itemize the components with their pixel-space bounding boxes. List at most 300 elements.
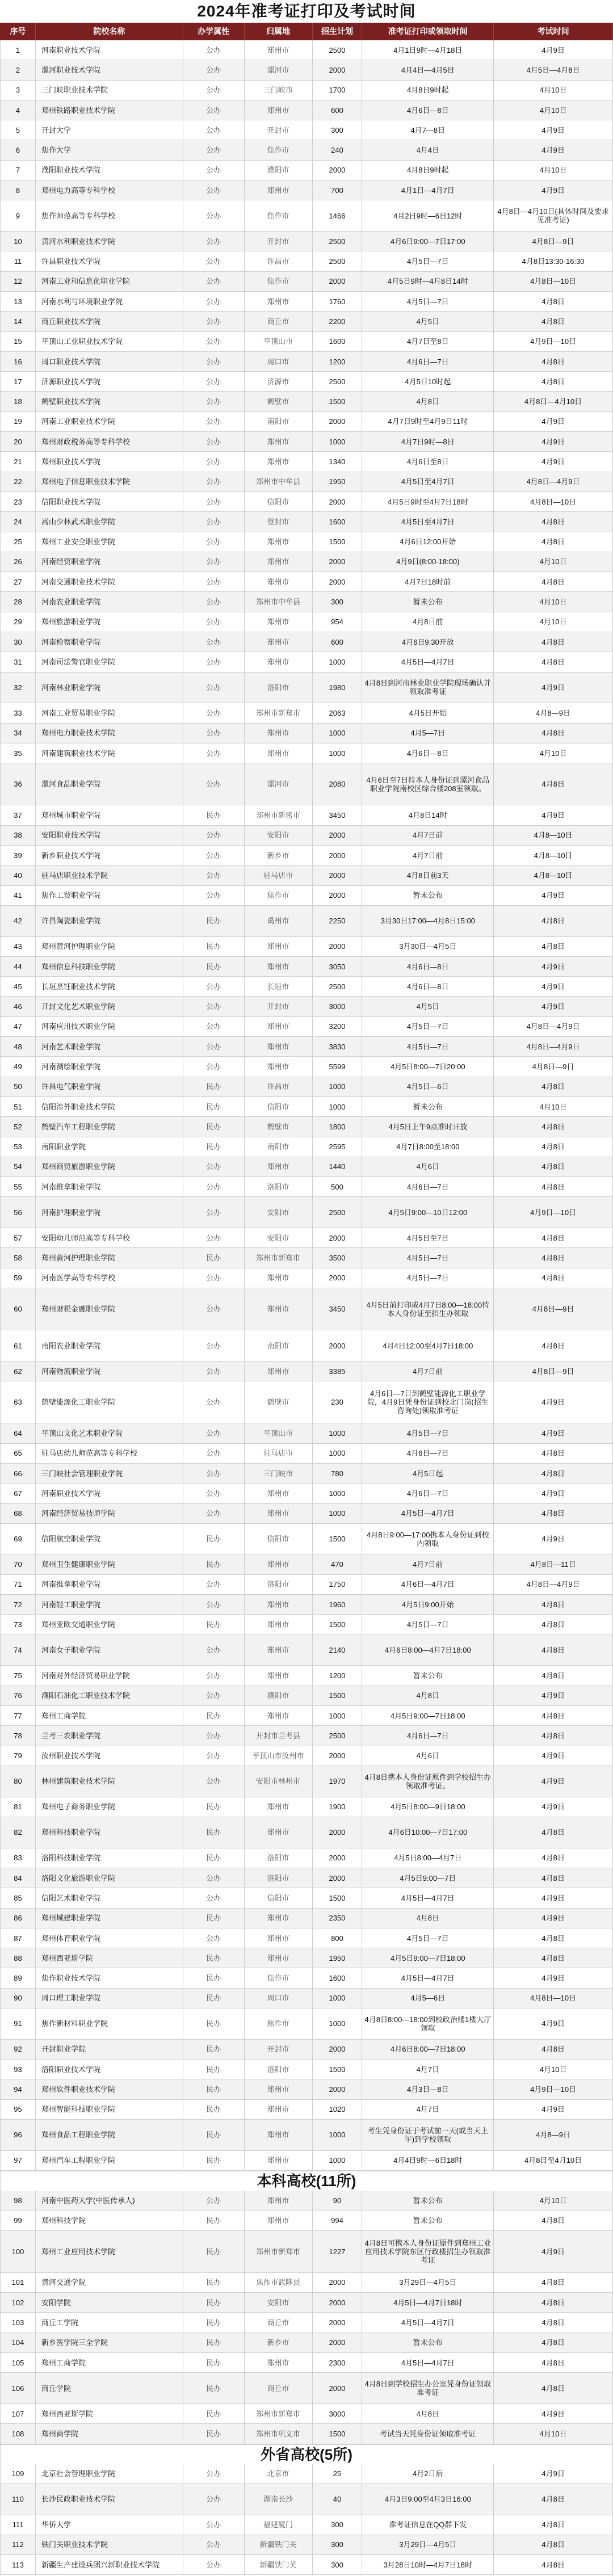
cell-exam-time: 4月8日 [494, 512, 613, 531]
cell-exam-time: 4月8日 [494, 292, 613, 311]
cell-no: 89 [1, 1968, 36, 1987]
cell-type: 公办 [183, 1017, 245, 1036]
cell-school: 焦作职业技术学院 [36, 1968, 183, 1987]
cell-exam-time: 4月8日—10日 [494, 1989, 613, 2008]
cell-type: 民办 [183, 2293, 245, 2312]
cell-school: 周口理工职业学院 [36, 1989, 183, 2008]
table-row [0, 1228, 613, 1248]
cell-type: 公办 [183, 352, 245, 371]
cell-location: 郑州市 [245, 1666, 313, 1685]
cell-plan: 470 [313, 1555, 363, 1574]
table-row [0, 805, 613, 825]
cell-location: 郑州市 [245, 2151, 313, 2170]
cell-plan: 2000 [313, 1817, 363, 1848]
table-row [0, 552, 613, 572]
cell-type: 民办 [183, 2040, 245, 2059]
cell-plan: 1000 [313, 1989, 363, 2008]
cell-school: 新乡职业技术学院 [36, 846, 183, 865]
cell-location: 登封市 [245, 512, 313, 531]
cell-no: 9 [1, 200, 36, 231]
cell-location: 漯河市 [245, 60, 313, 79]
cell-exam-time: 4月9日 [494, 1423, 613, 1443]
cell-exam-time: 4月8日 [494, 1117, 613, 1136]
cell-print-time: 4月6日8:00—4月7日18:00 [362, 1635, 494, 1666]
cell-no: 6 [1, 140, 36, 159]
cell-school: 华侨大学 [36, 2515, 183, 2535]
cell-no: 80 [1, 1766, 36, 1797]
cell-school: 濮阳职业技术学院 [36, 161, 183, 180]
cell-plan: 2300 [313, 2353, 363, 2372]
cell-type: 民办 [183, 2333, 245, 2352]
cell-no: 65 [1, 1444, 36, 1463]
cell-no: 67 [1, 1484, 36, 1503]
table-row [0, 232, 613, 251]
cell-location: 郑州市 [245, 1595, 313, 1614]
cell-exam-time: 4月9日—10日 [494, 332, 613, 351]
cell-plan: 1340 [313, 452, 363, 471]
cell-school: 河南艺术职业学院 [36, 1037, 183, 1056]
cell-plan: 1020 [313, 2100, 363, 2119]
cell-plan: 2000 [313, 1228, 363, 1247]
cell-print-time: 4月5日8:00—7日20:00 [362, 1057, 494, 1076]
cell-type: 公办 [183, 532, 245, 552]
table-row [0, 2313, 613, 2333]
cell-plan: 3200 [313, 1017, 363, 1036]
cell-exam-time: 4月8日 [494, 763, 613, 805]
cell-type: 公办 [183, 1635, 245, 1666]
cell-exam-time: 4月9日 [494, 1766, 613, 1797]
cell-no: 3 [1, 81, 36, 100]
cell-location: 鹤壁市 [245, 1117, 313, 1136]
cell-location: 郑州市巩义市 [245, 2424, 313, 2443]
cell-print-time: 4月6日至8日 [362, 452, 494, 471]
cell-exam-time: 4月8—10日 [494, 865, 613, 885]
cell-print-time: 4月5日9:00—10日12:00 [362, 1197, 494, 1228]
cell-print-time: 4月5日9时—4月8日14时 [362, 272, 494, 291]
cell-type: 民办 [183, 2273, 245, 2292]
cell-no: 106 [1, 2373, 36, 2403]
cell-type: 公办 [183, 1037, 245, 1056]
table-row [0, 1361, 613, 1381]
cell-print-time: 4月6日至7日持本人身份证到漯河食品职业学院南校区综合楼208室领取。 [362, 763, 494, 805]
table-row [0, 1989, 613, 2008]
cell-school: 河南医学高等专科学校 [36, 1268, 183, 1288]
table-row [0, 161, 613, 180]
cell-exam-time: 4月8日 [494, 652, 613, 671]
table-row [0, 1017, 613, 1037]
cell-no: 56 [1, 1197, 36, 1228]
cell-plan: 800 [313, 1928, 363, 1948]
cell-print-time: 4月5日—4月7日 [362, 1504, 494, 1523]
cell-type: 民办 [183, 1248, 245, 1267]
cell-school: 河南轻工职业学院 [36, 1595, 183, 1614]
cell-exam-time: 4月9日 [494, 1686, 613, 1705]
cell-print-time: 4月7日前 [362, 1555, 494, 1574]
cell-plan: 300 [313, 592, 363, 611]
cell-no: 58 [1, 1248, 36, 1267]
cell-plan: 2500 [313, 977, 363, 996]
cell-school: 河南工业职业技术学院 [36, 412, 183, 431]
cell-plan: 230 [313, 1381, 363, 1423]
cell-location: 郑州市 [245, 1504, 313, 1523]
cell-exam-time: 4月8日 [494, 2373, 613, 2403]
cell-no: 96 [1, 2120, 36, 2150]
cell-school: 郑州软件职业技术学院 [36, 2079, 183, 2099]
cell-school: 郑州旅游职业学院 [36, 612, 183, 632]
cell-no: 78 [1, 1726, 36, 1745]
cell-location: 新疆铁门关 [245, 2535, 313, 2554]
cell-no: 29 [1, 612, 36, 632]
cell-school: 郑州科技学院 [36, 2211, 183, 2230]
table-row [0, 372, 613, 392]
cell-type: 民办 [183, 2404, 245, 2423]
cell-location: 郑州市 [245, 432, 313, 451]
table-row [0, 1909, 613, 1928]
cell-plan: 2000 [313, 1868, 363, 1888]
cell-exam-time: 4月8日—10日 [494, 492, 613, 511]
cell-location: 济源市 [245, 372, 313, 391]
cell-type: 民办 [183, 1097, 245, 1116]
cell-type: 公办 [183, 512, 245, 531]
table-row [0, 452, 613, 472]
cell-location: 安阳市 [245, 1228, 313, 1247]
cell-exam-time: 4月10日 [494, 552, 613, 571]
cell-exam-time: 4月8日 [494, 2211, 613, 2230]
cell-no: 19 [1, 412, 36, 431]
cell-exam-time: 4月9日 [494, 1381, 613, 1423]
table-row [0, 2231, 613, 2273]
cell-plan: 300 [313, 2515, 363, 2535]
cell-type: 公办 [183, 2464, 245, 2483]
cell-location: 洛阳市 [245, 1868, 313, 1888]
cell-location: 郑州市 [245, 612, 313, 632]
cell-print-time: 4月8日 [362, 392, 494, 411]
cell-exam-time: 4月8日 [494, 1666, 613, 1685]
table-row [0, 432, 613, 452]
cell-location: 郑州市 [245, 1057, 313, 1076]
cell-print-time: 4月1日—4月7日 [362, 180, 494, 200]
cell-location: 新乡市 [245, 846, 313, 865]
cell-print-time: 4月6日—7日 [362, 1177, 494, 1196]
cell-exam-time: 4月8日 [494, 2273, 613, 2292]
cell-type: 公办 [183, 1177, 245, 1196]
table-row [0, 906, 613, 937]
cell-school: 许昌电气职业学院 [36, 1077, 183, 1096]
cell-print-time: 4月7日前 [362, 826, 494, 845]
cell-exam-time: 4月5日—4月8日 [494, 60, 613, 79]
cell-no: 49 [1, 1057, 36, 1076]
cell-plan: 1000 [313, 1706, 363, 1725]
cell-plan: 3000 [313, 2404, 363, 2423]
cell-location: 安阳市林州市 [245, 1766, 313, 1797]
header-type: 办学属性 [183, 23, 245, 40]
cell-no: 93 [1, 2060, 36, 2079]
cell-no: 73 [1, 1615, 36, 1634]
cell-plan: 1800 [313, 1117, 363, 1136]
cell-location: 新乡市 [245, 2333, 313, 2352]
cell-type: 民办 [183, 2353, 245, 2372]
cell-location: 郑州市新郑市 [245, 2404, 313, 2423]
cell-exam-time: 4月8日—4月9日 [494, 472, 613, 491]
cell-school: 商丘学院 [36, 2373, 183, 2403]
cell-type: 民办 [183, 2151, 245, 2170]
cell-type: 公办 [183, 1726, 245, 1745]
cell-type: 公办 [183, 140, 245, 159]
cell-location: 安阳市 [245, 1197, 313, 1228]
cell-print-time: 4月8日 [362, 1686, 494, 1705]
cell-plan: 1970 [313, 1766, 363, 1797]
cell-location: 焦作市 [245, 140, 313, 159]
cell-exam-time: 4月9日—10日 [494, 1197, 613, 1228]
cell-print-time: 考生凭身份证于考试前一天(或当天上午)到学校领取 [362, 2120, 494, 2150]
table-row [0, 2535, 613, 2555]
header-school: 院校名称 [36, 23, 183, 40]
cell-school: 信阳职业技术学院 [36, 492, 183, 511]
cell-type: 公办 [183, 1464, 245, 1483]
cell-exam-time: 4月9日 [494, 1746, 613, 1766]
cell-type: 公办 [183, 2515, 245, 2535]
cell-plan: 1000 [313, 1484, 363, 1503]
table-row [0, 1686, 613, 1706]
cell-plan: 1900 [313, 1797, 363, 1817]
cell-plan: 2000 [313, 846, 363, 865]
cell-print-time: 4月5日9:00开始 [362, 1595, 494, 1614]
table-row [0, 1948, 613, 1968]
cell-no: 104 [1, 2333, 36, 2352]
cell-type: 民办 [183, 1706, 245, 1725]
cell-location: 焦作市 [245, 2008, 313, 2039]
cell-exam-time: 4月8日 [494, 312, 613, 331]
table-row [0, 1423, 613, 1443]
cell-type: 公办 [183, 977, 245, 996]
cell-school: 开封职业学院 [36, 2040, 183, 2059]
cell-print-time: 考试当天凭身份证领取准考证 [362, 2424, 494, 2443]
cell-type: 公办 [183, 2484, 245, 2515]
cell-print-time: 4月8日可携本人身份证原件到郑州工业应用技术学院东区行政楼招生办领取准考证 [362, 2231, 494, 2272]
cell-exam-time: 4月9日 [494, 1524, 613, 1554]
header-no: 序号 [1, 23, 36, 40]
cell-exam-time: 4月9日 [494, 180, 613, 200]
cell-no: 108 [1, 2424, 36, 2443]
cell-plan: 1600 [313, 512, 363, 531]
cell-plan: 300 [313, 2535, 363, 2554]
cell-location: 郑州市 [245, 652, 313, 671]
cell-exam-time: 4月8日 [494, 1157, 613, 1176]
cell-plan: 2000 [313, 552, 363, 571]
cell-location: 安阳市 [245, 826, 313, 845]
cell-type: 公办 [183, 846, 245, 865]
cell-school: 洛阳文化旅游职业学院 [36, 1868, 183, 1888]
cell-exam-time: 4月10日 [494, 2060, 613, 2079]
cell-print-time: 4月5日10时起 [362, 372, 494, 391]
table-row [0, 2353, 613, 2373]
cell-print-time: 4月5日—4月7日 [362, 2313, 494, 2332]
table-row [0, 1797, 613, 1817]
cell-school: 黄河交通学院 [36, 2273, 183, 2292]
table-row [0, 1197, 613, 1228]
cell-location: 郑州市 [245, 572, 313, 591]
cell-print-time: 4月6日—8日 [362, 743, 494, 763]
cell-no: 75 [1, 1666, 36, 1685]
cell-no: 46 [1, 997, 36, 1016]
cell-print-time: 4月6日—7日 [362, 1484, 494, 1503]
cell-plan: 1750 [313, 1575, 363, 1594]
cell-print-time: 4月5日起 [362, 1464, 494, 1483]
table-row [0, 1117, 613, 1137]
cell-plan: 2200 [313, 312, 363, 331]
cell-exam-time: 4月8日 [494, 372, 613, 391]
cell-print-time: 4月7日前 [362, 1361, 494, 1381]
cell-type: 民办 [183, 1909, 245, 1928]
cell-no: 94 [1, 2079, 36, 2099]
cell-school: 郑州电子信息职业技术学院 [36, 472, 183, 491]
cell-no: 41 [1, 886, 36, 905]
table-row [0, 592, 613, 612]
cell-location: 福建厦门 [245, 2515, 313, 2535]
cell-school: 漯河职业技术学院 [36, 60, 183, 79]
cell-no: 14 [1, 312, 36, 331]
cell-location: 郑州市 [245, 743, 313, 763]
cell-school: 郑州工业安全职业学院 [36, 532, 183, 552]
cell-exam-time: 4月10日 [494, 100, 613, 120]
cell-print-time: 4月4日—4月5日 [362, 60, 494, 79]
table-row [0, 2100, 613, 2120]
cell-school: 许昌职业技术学院 [36, 251, 183, 271]
cell-location: 平顶山市汝州市 [245, 1746, 313, 1766]
cell-no: 17 [1, 372, 36, 391]
table-row [0, 81, 613, 100]
cell-school: 河南职业技术学院 [36, 40, 183, 60]
cell-exam-time: 4月9日 [494, 120, 613, 140]
cell-type: 公办 [183, 1157, 245, 1176]
cell-location: 洛阳市 [245, 2060, 313, 2079]
cell-no: 74 [1, 1635, 36, 1666]
cell-plan: 1000 [313, 2120, 363, 2150]
table-row [0, 1595, 613, 1615]
table-row [0, 2151, 613, 2171]
table-row [0, 743, 613, 763]
cell-location: 驻马店市 [245, 865, 313, 885]
cell-location: 三门峡市 [245, 1464, 313, 1483]
table-row [0, 572, 613, 592]
cell-plan: 1500 [313, 2060, 363, 2079]
cell-location: 郑州市 [245, 1948, 313, 1968]
cell-no: 68 [1, 1504, 36, 1523]
cell-plan: 3385 [313, 1361, 363, 1381]
cell-print-time: 4月5日—7日 [362, 1928, 494, 1948]
table-row [0, 1848, 613, 1868]
cell-school: 周口职业技术学院 [36, 352, 183, 371]
cell-location: 郑州市 [245, 292, 313, 311]
cell-location: 郑州市中牟县 [245, 472, 313, 491]
cell-school: 开封文化艺术职业学院 [36, 997, 183, 1016]
cell-school: 安阳幼儿师范高等专科学校 [36, 1228, 183, 1247]
header-location: 归属地 [245, 23, 313, 40]
cell-plan: 3450 [313, 805, 363, 825]
cell-school: 郑州科技职业学院 [36, 1817, 183, 1848]
cell-exam-time: 4月8日 [494, 2040, 613, 2059]
cell-school: 平顶山文化艺术职业学院 [36, 1423, 183, 1443]
cell-exam-time: 4月8日 [494, 1848, 613, 1868]
cell-no: 5 [1, 120, 36, 140]
cell-print-time: 暂未公布 [362, 2191, 494, 2210]
cell-exam-time: 4月8日—4月9日 [494, 1575, 613, 1594]
cell-no: 61 [1, 1330, 36, 1361]
cell-print-time: 4月5日—7日 [362, 292, 494, 311]
cell-exam-time: 4月9日 [494, 40, 613, 60]
cell-print-time: 4月6日—4月7日 [362, 1575, 494, 1594]
cell-no: 103 [1, 2313, 36, 2332]
cell-no: 59 [1, 1268, 36, 1288]
cell-no: 26 [1, 552, 36, 571]
cell-location: 郑州市 [245, 1361, 313, 1381]
table-row [0, 865, 613, 885]
cell-exam-time: 4月9日 [494, 2464, 613, 2483]
cell-no: 79 [1, 1746, 36, 1766]
cell-plan: 2000 [313, 2040, 363, 2059]
cell-school: 郑州城市职业学院 [36, 805, 183, 825]
cell-plan: 1960 [313, 1595, 363, 1614]
cell-location: 安阳市 [245, 2293, 313, 2312]
table-row [0, 1635, 613, 1666]
cell-location: 郑州市新郑市 [245, 703, 313, 722]
cell-school: 鹤壁能源化工职业学院 [36, 1381, 183, 1423]
cell-school: 济源职业技术学院 [36, 372, 183, 391]
cell-type: 民办 [183, 1797, 245, 1817]
cell-location: 焦作市 [245, 200, 313, 231]
cell-location: 南阳市 [245, 1330, 313, 1361]
cell-school: 河南工业贸易职业学院 [36, 703, 183, 722]
cell-location: 商丘市 [245, 312, 313, 331]
cell-exam-time: 4月8日 [494, 724, 613, 743]
cell-type: 公办 [183, 1381, 245, 1423]
cell-location: 信阳市 [245, 1524, 313, 1554]
cell-no: 40 [1, 865, 36, 885]
cell-school: 郑州电子商务职业学院 [36, 1797, 183, 1817]
cell-location: 南阳市 [245, 1137, 313, 1157]
cell-location: 湖南长沙 [245, 2484, 313, 2515]
cell-type: 公办 [183, 40, 245, 60]
cell-no: 90 [1, 1989, 36, 2008]
cell-school: 河南女子职业学院 [36, 1635, 183, 1666]
cell-location: 焦作市 [245, 886, 313, 905]
cell-type: 公办 [183, 673, 245, 703]
cell-type: 民办 [183, 957, 245, 976]
table-row [0, 180, 613, 200]
cell-print-time: 4月1日9时—4月18日 [362, 40, 494, 60]
cell-plan: 2250 [313, 906, 363, 936]
cell-plan: 1950 [313, 1948, 363, 1968]
cell-print-time: 4月8日到学校招生办公室凭身份证领取准考证 [362, 2373, 494, 2403]
cell-print-time: 准考证信息在QQ群下发 [362, 2515, 494, 2535]
cell-print-time: 4月2日后 [362, 2464, 494, 2483]
cell-school: 河南检察职业学院 [36, 632, 183, 652]
cell-print-time: 4月5日前打印或4月7日8:00—18:00持本人身份证至招生办领取 [362, 1288, 494, 1330]
cell-exam-time: 4月9日 [494, 1909, 613, 1928]
table-row [0, 512, 613, 532]
cell-plan: 2500 [313, 232, 363, 251]
table-row [0, 846, 613, 865]
cell-print-time: 4月7日9时至4月9日11时 [362, 412, 494, 431]
cell-plan: 2500 [313, 251, 363, 271]
cell-location: 郑州市 [245, 937, 313, 956]
cell-print-time: 暂未公布 [362, 1666, 494, 1685]
cell-no: 98 [1, 2191, 36, 2210]
cell-print-time: 4月5日8:00—9日18:00 [362, 1797, 494, 1817]
table-row [0, 412, 613, 432]
cell-location: 周口市 [245, 352, 313, 371]
cell-school: 安阳学院 [36, 2293, 183, 2312]
